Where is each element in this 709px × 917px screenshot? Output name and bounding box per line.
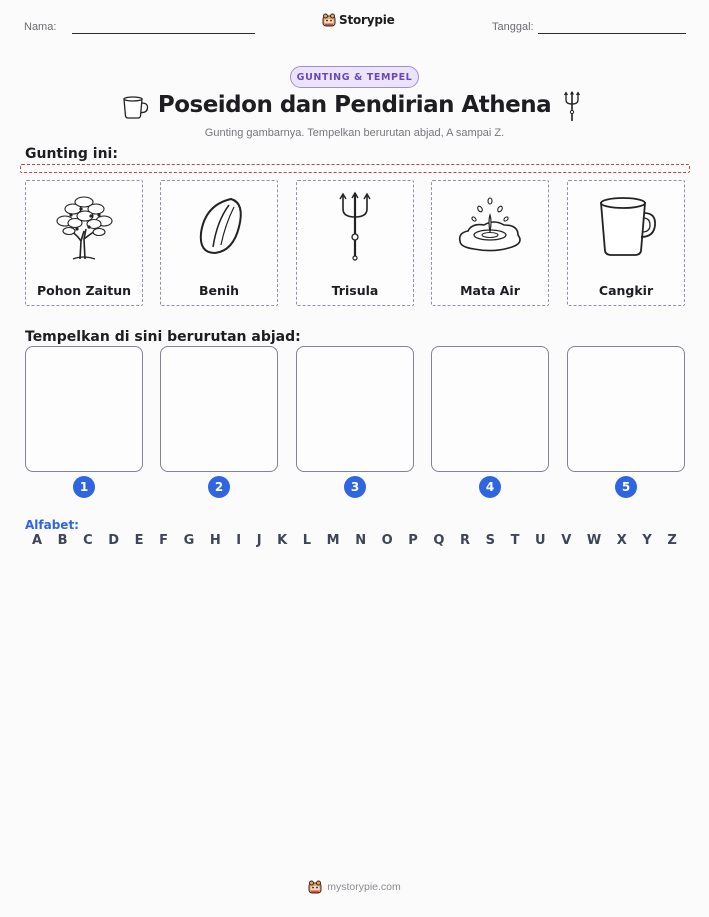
alphabet-letter: C xyxy=(83,533,93,548)
card-label: Benih xyxy=(198,283,240,298)
alphabet-letter: O xyxy=(381,533,393,548)
date-label: Tanggal: xyxy=(492,21,534,33)
alphabet-letter: R xyxy=(460,533,471,548)
instructions: Gunting gambarnya. Tempelkan berurutan abjad, A sampai Z. xyxy=(204,127,505,139)
name-field[interactable] xyxy=(72,33,255,34)
alphabet-letter: Z xyxy=(667,533,677,548)
card-label: Trisula xyxy=(331,283,379,298)
alphabet-letter: F xyxy=(159,533,168,548)
position-number-1: 1 xyxy=(73,476,95,498)
alphabet-letter: G xyxy=(183,533,195,548)
footer-url[interactable]: mystorypie.com xyxy=(327,881,401,893)
cup-icon xyxy=(593,191,659,261)
position-number-5: 5 xyxy=(615,476,637,498)
alphabet-letter: P xyxy=(408,533,418,548)
alphabet-letter: I xyxy=(236,533,242,548)
name-label: Nama: xyxy=(24,21,57,33)
page-title: Poseidon dan Pendirian Athena xyxy=(157,92,552,118)
date-field[interactable] xyxy=(538,33,686,34)
alphabet-letter: A xyxy=(32,533,43,548)
brand-name: Storypie xyxy=(339,13,395,27)
brand-logo xyxy=(322,13,395,27)
alphabet-letter: E xyxy=(134,533,144,548)
alphabet-letter: X xyxy=(616,533,627,548)
alphabet-row xyxy=(25,533,685,548)
position-number-2: 2 xyxy=(208,476,230,498)
footer xyxy=(0,880,709,894)
card-label: Mata Air xyxy=(460,283,520,298)
alphabet-letter: H xyxy=(209,533,221,548)
seed-icon xyxy=(189,191,249,261)
alphabet-letter: D xyxy=(108,533,120,548)
cut-card-seed[interactable] xyxy=(160,180,278,306)
alphabet-letter: Y xyxy=(642,533,652,548)
cut-line xyxy=(20,164,690,173)
cut-card-spring[interactable] xyxy=(431,180,549,306)
cut-card-trident[interactable] xyxy=(296,180,414,306)
olive-tree-icon xyxy=(51,191,117,261)
spring-icon xyxy=(454,191,526,261)
storypie-mascot-icon xyxy=(308,880,322,894)
position-number-3: 3 xyxy=(344,476,366,498)
activity-type-badge: GUNTING & TEMPEL xyxy=(290,66,419,88)
alphabet-letter: L xyxy=(302,533,312,548)
alphabet-letter: T xyxy=(510,533,520,548)
alphabet-letter: B xyxy=(57,533,68,548)
cut-card-olive-tree[interactable] xyxy=(25,180,143,306)
paste-box-4[interactable] xyxy=(431,346,549,472)
alphabet-letter: N xyxy=(355,533,367,548)
paste-section-title: Tempelkan di sini berurutan abjad: xyxy=(25,329,301,345)
alphabet-letter: J xyxy=(256,533,262,548)
alphabet-letter: U xyxy=(535,533,546,548)
paste-box-1[interactable] xyxy=(25,346,143,472)
alphabet-letter: M xyxy=(326,533,340,548)
paste-box-3[interactable] xyxy=(296,346,414,472)
alphabet-letter: S xyxy=(485,533,496,548)
position-number-4: 4 xyxy=(479,476,501,498)
trident-icon xyxy=(335,191,375,261)
alphabet-letter: W xyxy=(586,533,602,548)
card-label: Pohon Zaitun xyxy=(36,283,132,298)
alphabet-letter: K xyxy=(277,533,288,548)
paste-box-5[interactable] xyxy=(567,346,685,472)
alphabet-label: Alfabet: xyxy=(25,518,79,532)
alphabet-letter: Q xyxy=(433,533,445,548)
cut-section-title: Gunting ini: xyxy=(25,146,118,162)
storypie-mascot-icon xyxy=(322,13,336,27)
cut-card-cup[interactable] xyxy=(567,180,685,306)
paste-box-2[interactable] xyxy=(160,346,278,472)
card-label: Cangkir xyxy=(598,283,654,298)
alphabet-letter: V xyxy=(561,533,572,548)
trident-icon xyxy=(562,91,582,123)
